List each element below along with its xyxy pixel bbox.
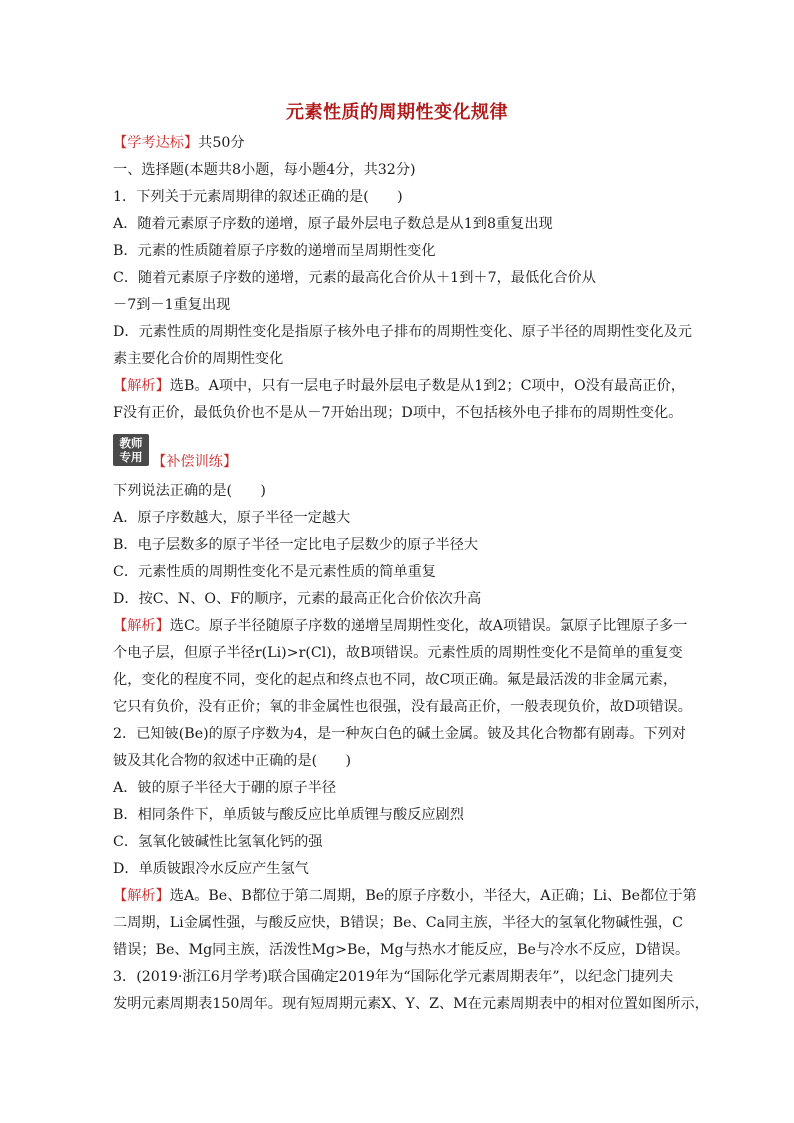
q1-option-a: A．随着元素原子序数的递增，原子最外层电子数总是从1到8重复出现	[113, 216, 553, 232]
supplement-analysis-text: 选C。原子半径随原子序数的递增呈周期性变化，故A项错误。氯原子比锂原子多一	[169, 618, 688, 634]
supplement-option-a: A．原子序数越大，原子半径一定越大	[113, 510, 351, 526]
q3-stem-line2: 发明元素周期表150周年。现有短周期元素X、Y、Z、M在元素周期表中的相对位置如图所示，	[113, 996, 709, 1012]
q1-option-c-line2: －7到－1重复出现	[113, 297, 231, 313]
q2-analysis-line2: 二周期，Li金属性强，与酸反应快，B错误；Be、Ca同主族，半径大的氢氧化物碱性强，C	[113, 915, 683, 931]
section-header	[113, 133, 245, 153]
q1-analysis-line1	[113, 376, 685, 396]
teacher-badge-top: 教师	[119, 436, 143, 450]
supplement-option-d: D．按C、N、O、F的顺序，元素的最高正化合价依次升高	[113, 591, 482, 607]
q2-option-c: C．氢氧化铍碱性比氢氧化钙的强	[113, 834, 323, 850]
q1-option-b: B．元素的性质随着原子序数的递增而呈周期性变化	[113, 243, 436, 259]
section-header-score: 共50分	[198, 135, 245, 151]
q1-option-c-line1: C．随着元素原子序数的递增，元素的最高化合价从＋1到＋7，最低化合价从	[113, 270, 596, 286]
q2-stem-line2: 铍及其化合物的叙述中正确的是( )	[113, 753, 352, 769]
supplement-analysis-line3: 化，变化的程度不同，变化的起点和终点也不同，故C项正确。氟是最活泼的非金属元素，	[113, 672, 678, 688]
q2-analysis-line1	[113, 886, 697, 906]
supplement-stem: 下列说法正确的是( )	[113, 483, 266, 499]
teacher-only-badge	[113, 434, 149, 466]
q2-analysis-line3: 错误；Be、Mg同主族，活泼性Mg>Be，Mg与热水才能反应，Be与冷水不反应，D错误。	[113, 942, 690, 958]
supplement-option-b: B．电子层数多的原子半径一定比电子层数少的原子半径大	[113, 537, 479, 553]
supplement-label: 【补偿训练】	[152, 454, 238, 470]
part-heading: 一、选择题(本题共8小题，每小题4分，共32分)	[113, 162, 416, 178]
supplement-analysis-line4: 它只有负价，没有正价；氧的非金属性也很强，没有最高正价，一般表现负价，故D项错误。	[113, 699, 692, 715]
q1-analysis-line2: F没有正价，最低负价也不是从－7开始出现；D项中，不包括核外电子排布的周期性变化。	[113, 405, 683, 421]
supplement-option-c: C．元素性质的周期性变化不是元素性质的简单重复	[113, 564, 436, 580]
supplement-analysis-line1	[113, 616, 687, 636]
q1-option-d-line2: 素主要化合价的周期性变化	[113, 351, 284, 367]
q1-analysis-text: 选B。A项中，只有一层电子时最外层电子数是从1到2；C项中，O没有最高正价，	[169, 378, 685, 394]
supplement-analysis-label: 【解析】	[113, 618, 170, 634]
q1-stem: 1．下列关于元素周期律的叙述正确的是( )	[113, 189, 403, 205]
q3-stem-line1: 3．(2019·浙江6月学考)联合国确定2019年为“国际化学元素周期表年”，以纪念门捷列夫	[113, 969, 674, 985]
q2-option-a: A．铍的原子半径大于硼的原子半径	[113, 780, 337, 796]
q2-option-d: D．单质铍跟冷水反应产生氢气	[113, 861, 309, 877]
q2-option-b: B．相同条件下，单质铍与酸反应比单质锂与酸反应剧烈	[113, 807, 464, 823]
document-title: 元素性质的周期性变化规律	[286, 102, 508, 123]
section-header-label: 【学考达标】	[113, 135, 199, 151]
teacher-badge-bottom: 专用	[119, 450, 143, 464]
q2-analysis-label: 【解析】	[113, 888, 170, 904]
supplement-analysis-line2: 个电子层，但原子半径r(Li)>r(Cl)，故B项错误。元素性质的周期性变化不是简单的重复变	[113, 645, 683, 661]
q1-option-d-line1: D．元素性质的周期性变化是指原子核外电子排布的周期性变化、原子半径的周期性变化及元	[113, 324, 692, 340]
q2-stem-line1: 2．已知铍(Be)的原子序数为4，是一种灰白色的碱土金属。铍及其化合物都有剧毒。下列对	[113, 726, 686, 742]
q1-analysis-label: 【解析】	[113, 378, 170, 394]
q2-analysis-text: 选A。Be、B都位于第二周期，Be的原子序数小，半径大，A正确；Li、Be都位于第	[169, 888, 697, 904]
